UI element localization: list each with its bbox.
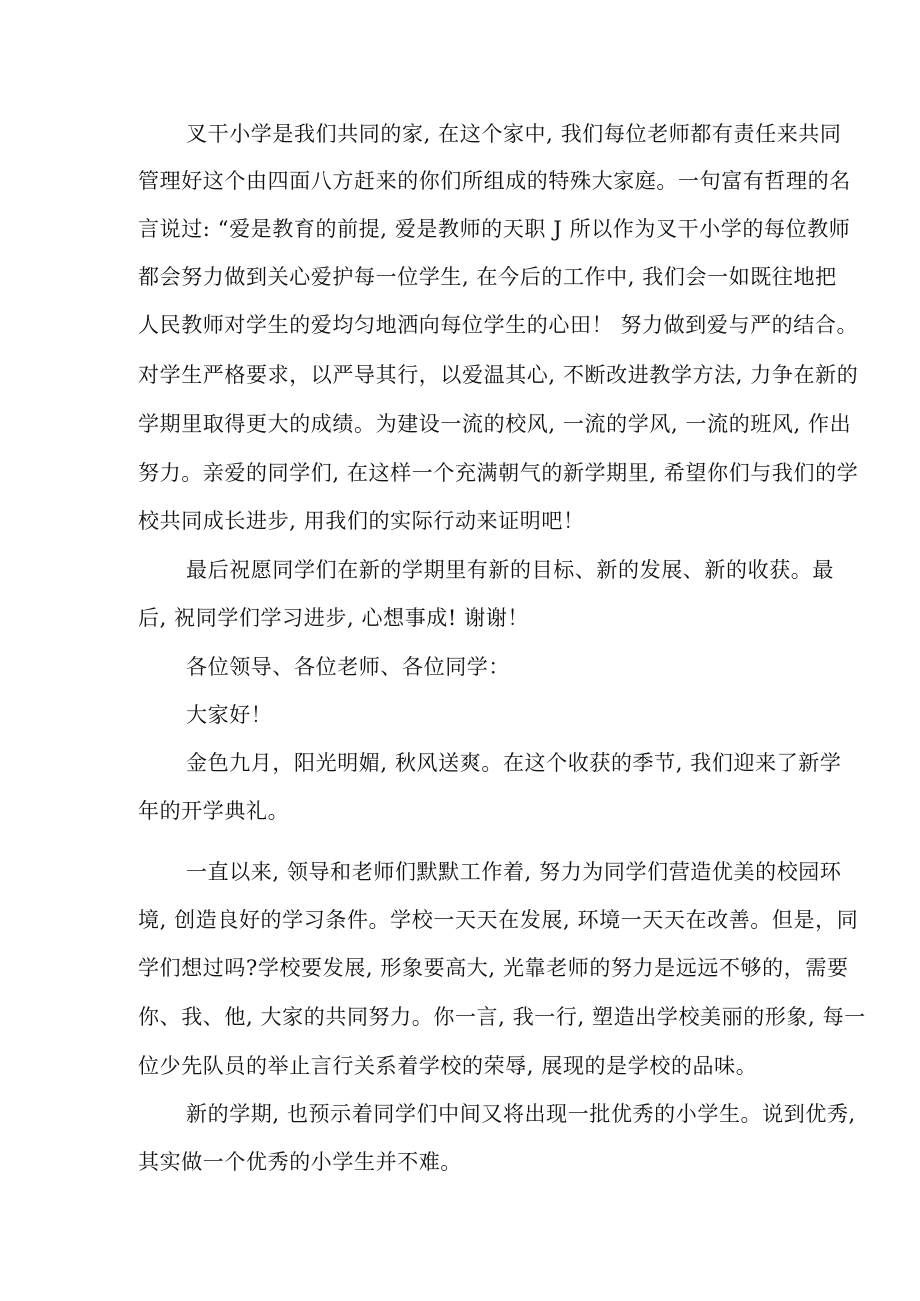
text-line: 新的学期, 也预示着同学们中间又将出现一批优秀的小学生。说到优秀, — [186, 1102, 856, 1126]
text-line: 年的开学典礼。 — [138, 799, 290, 823]
text-line: 大家好！ — [186, 703, 273, 727]
text-line: 你、我、他, 大家的共同努力。你一言, 我一行, 塑造出学校美丽的形象, 每一 — [138, 1005, 866, 1029]
text-line: 各位领导、各位老师、各位同学： — [186, 655, 510, 679]
text-line: 校共同成长进步, 用我们的实际行动来证明吧！ — [138, 509, 585, 533]
text-line: 言说过: “爱是教育的前提, 爱是教师的天职 J 所以作为叉干小学的每位教师 — [138, 217, 851, 241]
text-line: 境, 创造良好的学习条件。学校一天天在发展, 环境一天天在改善。但是，同 — [138, 908, 859, 932]
text-line: 后, 祝同学们学习进步, 心想事成! 谢谢！ — [138, 606, 530, 630]
text-line: 最后祝愿同学们在新的学期里有新的目标、新的发展、新的收获。最 — [186, 558, 834, 582]
text-line: 努力。亲爱的同学们, 在这样一个充满朝气的新学期里, 希望你们与我们的学 — [138, 461, 859, 485]
text-line: 都会努力做到关心爱护每一位学生, 在今后的工作中, 我们会一如既往地把 — [138, 265, 837, 289]
text-line: 金色九月，阳光明媚, 秋风送爽。在这个收获的季节, 我们迎来了新学 — [186, 751, 842, 775]
text-line: 其实做一个优秀的小学生并不难。 — [138, 1150, 462, 1174]
text-line: 学们想过吗?学校要发展, 形象要高大, 光靠老师的努力是远远不够的，需要 — [138, 956, 849, 980]
text-line: 一直以来, 领导和老师们默默工作着, 努力为同学们营造优美的校园环 — [186, 860, 842, 884]
text-line: 对学生严格要求，以严导其行，以爱温其心, 不断改进教学方法, 力争在新的 — [138, 363, 859, 387]
text-line: 人民教师对学生的爱均匀地洒向每位学生的心田！ 努力做到爱与严的结合。 — [138, 313, 859, 337]
text-line: 学期里取得更大的成绩。为建设一流的校风, 一流的学风, 一流的班风, 作出 — [138, 412, 852, 436]
text-line: 叉干小学是我们共同的家, 在这个家中, 我们每位老师都有责任来共同 — [186, 122, 842, 146]
text-line: 位少先队员的举止言行关系着学校的荣辱, 展现的是学校的品味。 — [138, 1054, 758, 1078]
text-line: 管理好这个由四面八方赶来的你们所组成的特殊大家庭。一句富有哲理的名 — [138, 169, 851, 193]
